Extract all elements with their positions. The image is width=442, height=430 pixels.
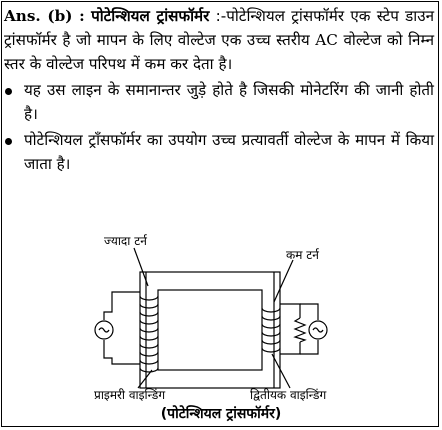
leader-secondary	[272, 354, 290, 388]
topic-title: पोटेन्शियल ट्रांसफॉर्मर	[91, 7, 210, 25]
primary-wire-top	[104, 292, 140, 320]
core-outer	[140, 272, 280, 388]
bullet-text-2: पोटेन्शियल ट्राँसफॉर्मर का उपयोग उच्च प्रत्यावर्ती वोल्टेज के मापन में किया जाता है।	[24, 131, 434, 173]
bullet-text-1: यह उस लाइन के समानान्तर जुड़े होते है जिसकी मोनेटरिंग की जानी होती है।	[24, 81, 434, 123]
definition-separator: :-	[215, 7, 227, 25]
burden-resistor-icon	[295, 318, 305, 342]
definition-text-b: वोल्टेज को निम्न स्तर के वोल्टेज परिपथ में कम कर देता है।	[4, 31, 435, 73]
label-less-turns: कम टर्न	[286, 248, 319, 262]
diagram-caption: (पोटेन्शियल ट्रांसफॉर्मर)	[160, 406, 282, 422]
primary-coil	[140, 296, 158, 372]
label-secondary-winding: द्वितीयक वाइन्डिंग	[250, 388, 327, 402]
primary-wire-bottom	[104, 340, 140, 364]
bullet-item-1	[4, 78, 434, 126]
leader-less-turns	[274, 260, 293, 302]
secondary-wire-top	[280, 304, 300, 318]
label-primary-winding: प्राइमरी वाइन्डिंग	[94, 388, 166, 402]
transformer-drawing	[0, 230, 442, 430]
secondary-wire-bottom	[280, 342, 300, 354]
bullet-dot-icon	[5, 138, 12, 145]
label-more-turns: ज्यादा टर्न	[104, 234, 147, 248]
answer-text	[4, 4, 434, 176]
secondary-coil	[262, 308, 280, 352]
definition-paragraph	[4, 4, 434, 76]
bullet-item-2	[4, 128, 434, 176]
leader-more-turns	[134, 248, 148, 286]
definition-ac: AC	[315, 31, 338, 49]
bullet-dot-icon	[5, 88, 12, 95]
transformer-diagram	[0, 230, 442, 430]
definition-text-a: पोटेन्शियल ट्रांसफॉर्मर एक स्टेप डाउन ट्रांसफॉर्मर है जो मापन के लिए वोल्टेज एक उच्च स्तरीय	[4, 7, 434, 49]
core-window	[158, 290, 262, 370]
meter-wire-top	[300, 304, 318, 320]
answer-label: Ans. (b) :	[4, 7, 85, 25]
meter-wire-bottom	[300, 340, 318, 354]
